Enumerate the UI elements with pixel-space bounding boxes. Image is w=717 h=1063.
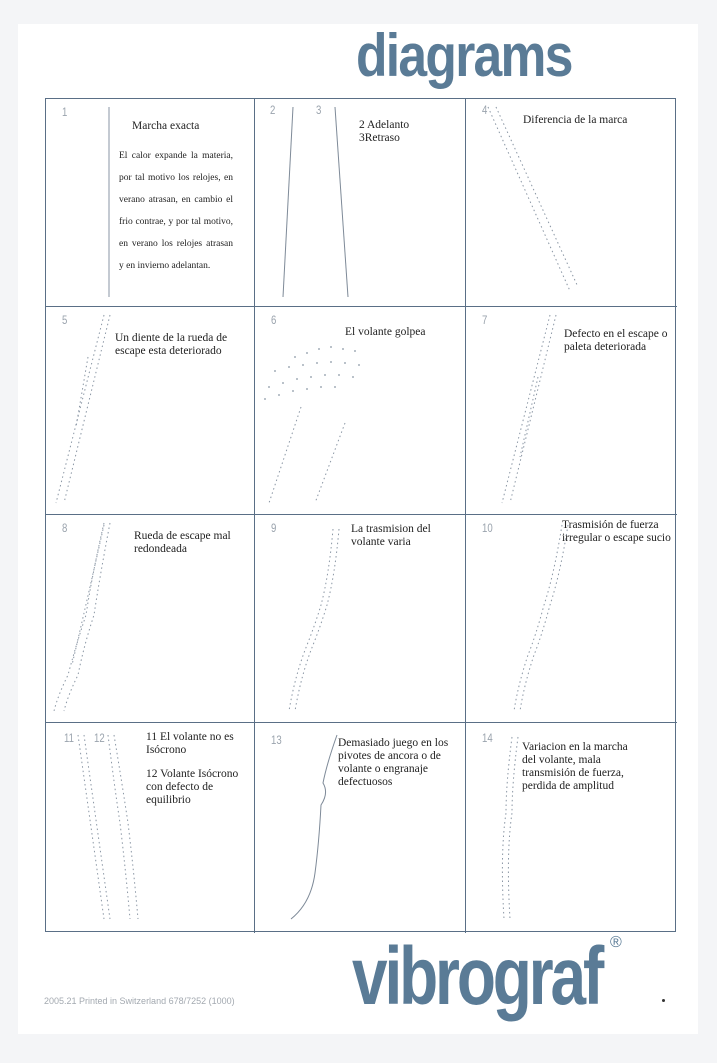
page-title: diagrams [356, 22, 572, 89]
diagram-cell-9 [255, 515, 466, 723]
diagram-cell-1 [46, 99, 255, 307]
cell-number-1: 1 [62, 105, 68, 119]
cell-number-13: 13 [271, 733, 282, 747]
diagram-cell-11-12 [46, 723, 255, 933]
cell-number-8: 8 [62, 521, 68, 535]
trace-10 [466, 515, 677, 723]
cell-number-7: 7 [482, 313, 488, 327]
cell-number-3: 3 [316, 103, 322, 117]
cell-text-14: Variacion en la marcha del volante, mala transmisión de fuerza, perdida de amplitud [522, 741, 628, 792]
cell-number-2: 2 [270, 103, 276, 117]
cell-number-5: 5 [62, 313, 68, 327]
diagram-cell-6 [255, 307, 466, 515]
cell-text-3: 3Retraso [359, 132, 400, 144]
diagram-cell-10 [466, 515, 677, 723]
cell-number-6: 6 [271, 313, 277, 327]
cell-number-11: 11 [64, 731, 74, 745]
cell-title-1: Marcha exacta [132, 120, 200, 132]
print-info: 2005.21 Printed in Switzerland 678/7252 (1000) [44, 996, 235, 1006]
cell-text-8: Rueda de escape mal redondeada [134, 530, 231, 555]
cell-text-7: Defecto en el escape o paleta deteriorada [564, 328, 668, 353]
diagram-cell-13 [255, 723, 466, 933]
registered-mark: ® [610, 934, 622, 951]
cell-text-4: Diferencia de la marca [523, 114, 628, 126]
trace-4 [466, 99, 677, 307]
diagram-cell-4 [466, 99, 677, 307]
cell-number-10: 10 [482, 521, 493, 535]
diagram-cell-14 [466, 723, 677, 933]
cell-text-2: 2 Adelanto [359, 119, 410, 131]
cell-number-12: 12 [94, 731, 105, 745]
cell-text-6: El volante golpea [345, 326, 426, 338]
brand-logo: vibrograf [352, 931, 602, 1022]
cell-body-1: El calor expande la materia, por tal motivo los relojes, en verano atrasan, en cambio el frio contrae, y por tal motivo, en verano los relojes atrasan y en invierno adelantan. [119, 151, 233, 271]
cell-number-14: 14 [482, 731, 493, 745]
cell-number-4: 4 [482, 103, 488, 117]
stray-dot [662, 999, 665, 1002]
diagram-cell-2-3 [255, 99, 466, 307]
cell-text-11: 11 El volante no es Isócrono [146, 731, 234, 756]
diagram-cell-5 [46, 307, 255, 515]
cell-text-5: Un diente de la rueda de escape esta deteriorado [115, 332, 228, 357]
diagram-cell-8 [46, 515, 255, 723]
diagram-grid [45, 98, 676, 932]
cell-text-12: 12 Volante Isócrono con defecto de equilibrio [146, 768, 239, 806]
cell-text-13: Demasiado juego en los pivotes de ancora o de volante o engranaje defectuosos [338, 737, 449, 788]
cell-text-10: Trasmisión de fuerza irregular o escape sucio [562, 519, 671, 544]
cell-text-9: La trasmision del volante varia [351, 523, 431, 548]
cell-number-9: 9 [271, 521, 277, 535]
diagram-cell-7 [466, 307, 677, 515]
